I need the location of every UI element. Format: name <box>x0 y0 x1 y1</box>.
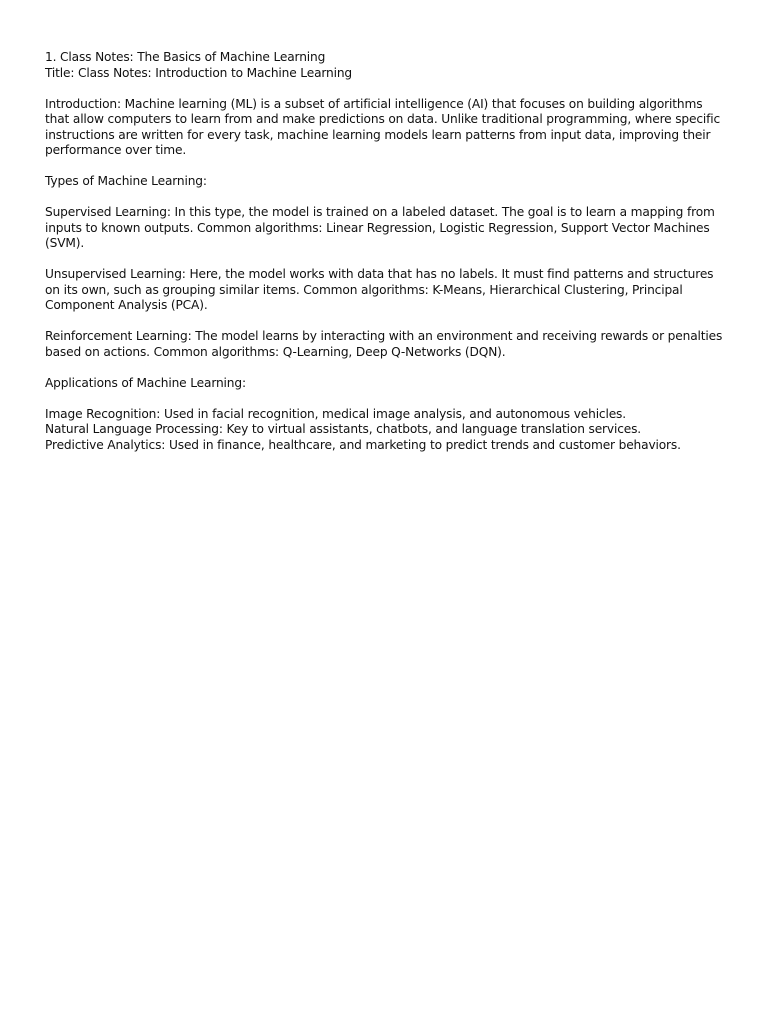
document-title: Title: Class Notes: Introduction to Machine Learning <box>45 65 353 80</box>
type-supervised: Supervised Learning: In this type, the model is trained on a labeled dataset. The goal is to learn a mapping from inputs to known outputs. Common algorithms: Linear Regression, Logistic Regression, Support Vector Machines (SVM). <box>45 205 715 250</box>
types-heading: Types of Machine Learning: <box>45 174 207 188</box>
introduction-paragraph: Introduction: Machine learning (ML) is a subset of artificial intelligence (AI) that focuses on building algorithms that allow computers to learn from and make predictions on data. Unlike traditional programming, where specific instructions are written for every task, machine learning models learn patterns from input data, improving their performance over time. <box>45 96 721 157</box>
applications-list <box>45 407 730 454</box>
spacer <box>45 81 730 97</box>
application-item: Predictive Analytics: Used in finance, healthcare, and marketing to predict trends and customer behaviors. <box>45 437 681 452</box>
document-heading: 1. Class Notes: The Basics of Machine Learning <box>45 50 326 64</box>
document-header <box>45 50 730 81</box>
document-page <box>45 50 730 453</box>
application-item: Natural Language Processing: Key to virtual assistants, chatbots, and language translation services. <box>45 422 642 436</box>
applications-heading: Applications of Machine Learning: <box>45 375 246 390</box>
type-unsupervised: Unsupervised Learning: Here, the model works with data that has no labels. It must find patterns and structures on its own, such as grouping similar items. Common algorithms: K-Means, Hierarchical Clustering, Principal Component Analysis (PCA). <box>45 267 714 312</box>
type-reinforcement: Reinforcement Learning: The model learns by interacting with an environment and receiving rewards or penalties based on actions. Common algorithms: Q-Learning, Deep Q-Networks (DQN). <box>45 329 723 359</box>
application-item: Image Recognition: Used in facial recognition, medical image analysis, and autonomous vehicles. <box>45 406 626 421</box>
